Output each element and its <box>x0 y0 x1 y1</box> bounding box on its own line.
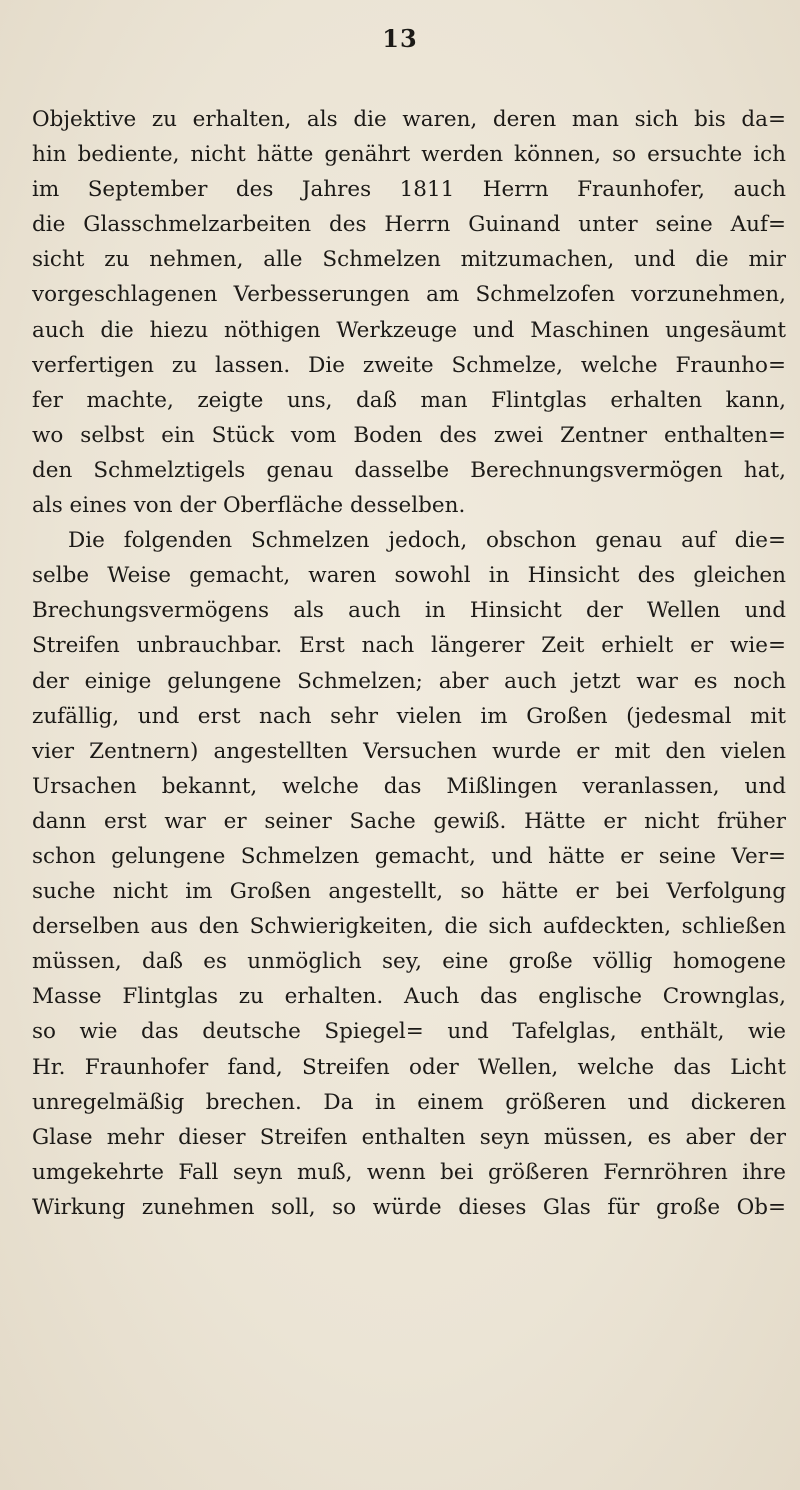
text-line: schon gelungene Schmelzen gemacht, und hätte er seine Ver= <box>32 843 786 869</box>
text-line: derselben aus den Schwierigkeiten, die sich aufdeckten, schließen <box>32 914 786 940</box>
text-line: die Glasschmelzarbeiten des Herrn Guinand unter seine Auf= <box>32 212 786 238</box>
text-line: auch die hiezu nöthigen Werkzeuge und Maschinen ungesäumt <box>32 317 786 343</box>
text-line: Hr. Fraunhofer fand, Streifen oder Wellen, welche das Licht <box>32 1054 786 1080</box>
page-number: 13 <box>382 24 418 53</box>
text-line: so wie das deutsche Spiegel= und Tafelglas, enthält, wie <box>32 1019 786 1045</box>
text-line: unregelmäßig brechen. Da in einem größeren und dickeren <box>32 1089 786 1115</box>
text-line: Glase mehr dieser Streifen enthalten seyn müssen, es aber der <box>32 1124 786 1150</box>
paragraph-start-line: Die folgenden Schmelzen jedoch, obschon genau auf die= <box>68 528 786 554</box>
text-line: verfertigen zu lassen. Die zweite Schmelze, welche Fraunho= <box>32 352 786 378</box>
text-line: umgekehrte Fall seyn muß, wenn bei größeren Fernröhren ihre <box>32 1159 786 1185</box>
text-line: Masse Flintglas zu erhalten. Auch das englische Crownglas, <box>32 984 786 1010</box>
text-line: zufällig, und erst nach sehr vielen im Großen (jedesmal mit <box>32 703 786 729</box>
text-line: dann erst war er seiner Sache gewiß. Hätte er nicht früher <box>32 808 786 834</box>
text-line: fer machte, zeigte uns, daß man Flintglas erhalten kann, <box>32 387 786 413</box>
paragraph-end-line: als eines von der Oberfläche desselben. <box>32 493 466 519</box>
text-line: suche nicht im Großen angestellt, so hätte er bei Verfolgung <box>32 879 786 905</box>
text-line: der einige gelungene Schmelzen; aber auch jetzt war es noch <box>32 668 786 694</box>
text-line: vorgeschlagenen Verbesserungen am Schmelzofen vorzunehmen, <box>32 282 786 308</box>
text-line: im September des Jahres 1811 Herrn Fraunhofer, auch <box>32 177 786 203</box>
text-line: Objektive zu erhalten, als die waren, deren man sich bis da= <box>32 107 786 132</box>
text-line: wo selbst ein Stück vom Boden des zwei Zentner enthalten= <box>32 422 786 448</box>
text-line: sicht zu nehmen, alle Schmelzen mitzumachen, und die mir <box>32 247 786 273</box>
text-line: hin bediente, nicht hätte genährt werden können, so ersuchte ich <box>32 142 786 168</box>
body-text <box>32 102 786 1225</box>
text-line: Streifen unbrauchbar. Erst nach längerer Zeit erhielt er wie= <box>32 633 786 659</box>
text-line: müssen, daß es unmöglich sey, eine große völlig homogene <box>32 949 786 975</box>
text-line: Brechungsvermögens als auch in Hinsicht der Wellen und <box>32 598 786 624</box>
text-line: den Schmelztigels genau dasselbe Berechnungsvermögen hat, <box>32 457 786 483</box>
text-line: vier Zentnern) angestellten Versuchen wurde er mit den vielen <box>32 738 786 764</box>
text-line: selbe Weise gemacht, waren sowohl in Hinsicht des gleichen <box>32 563 786 589</box>
text-line: Wirkung zunehmen soll, so würde dieses Glas für große Ob= <box>32 1194 786 1220</box>
text-line: Ursachen bekannt, welche das Mißlingen veranlassen, und <box>32 773 786 799</box>
